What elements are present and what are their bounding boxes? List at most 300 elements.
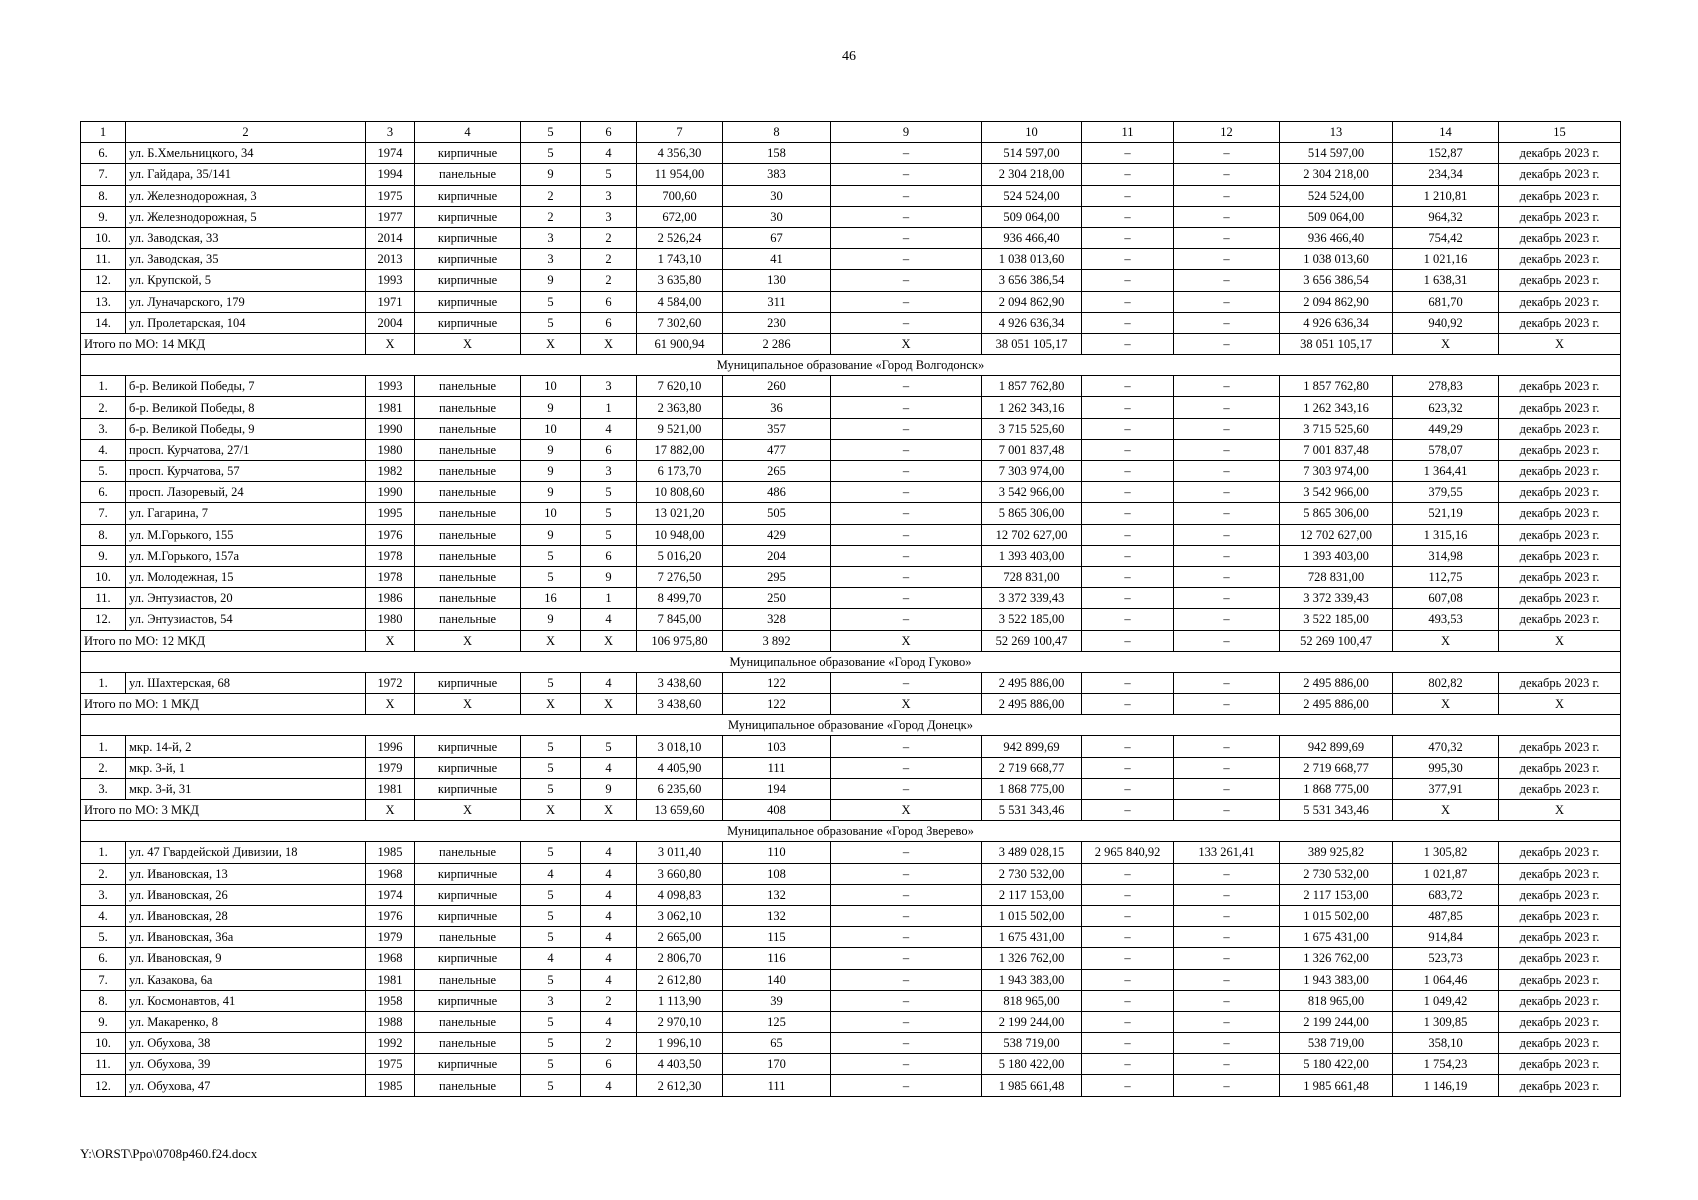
row-number: 2.: [81, 863, 126, 884]
cell-col-5: 9: [521, 482, 581, 503]
cell-col-11: –: [1082, 1075, 1174, 1096]
cell-col-14: 278,83: [1393, 376, 1499, 397]
cell-col-8: 125: [723, 1011, 831, 1032]
row-number: 4.: [81, 439, 126, 460]
section-header-row: [81, 715, 1621, 736]
cell-col-6: 1: [581, 397, 637, 418]
total-cell-col-8: 408: [723, 800, 831, 821]
total-cell-col-15: X: [1499, 630, 1621, 651]
cell-col-11: –: [1082, 482, 1174, 503]
cell-col-7: 3 635,80: [637, 270, 723, 291]
column-header-2: 2: [126, 122, 366, 143]
table-row: [81, 524, 1621, 545]
cell-col-14: 234,34: [1393, 164, 1499, 185]
table-row: [81, 227, 1621, 248]
cell-col-15: декабрь 2023 г.: [1499, 439, 1621, 460]
address-cell: ул. Железнодорожная, 3: [126, 185, 366, 206]
address-cell: б-р. Великой Победы, 9: [126, 418, 366, 439]
cell-col-15: декабрь 2023 г.: [1499, 863, 1621, 884]
cell-col-8: 103: [723, 736, 831, 757]
cell-col-3: 1980: [366, 609, 415, 630]
cell-col-8: 194: [723, 778, 831, 799]
cell-col-5: 5: [521, 672, 581, 693]
row-number: 7.: [81, 503, 126, 524]
total-row: [81, 800, 1621, 821]
cell-col-7: 3 018,10: [637, 736, 723, 757]
cell-col-13: 4 926 636,34: [1280, 312, 1393, 333]
table-row: [81, 439, 1621, 460]
total-cell-col-15: X: [1499, 800, 1621, 821]
cell-col-9: –: [831, 905, 982, 926]
cell-col-13: 942 899,69: [1280, 736, 1393, 757]
address-cell: просп. Курчатова, 27/1: [126, 439, 366, 460]
cell-col-8: 230: [723, 312, 831, 333]
cell-col-10: 2 719 668,77: [982, 757, 1082, 778]
cell-col-13: 3 542 966,00: [1280, 482, 1393, 503]
cell-col-12: –: [1174, 503, 1280, 524]
total-cell-col-7: 61 900,94: [637, 333, 723, 354]
cell-col-4: панельные: [415, 164, 521, 185]
cell-col-14: 1 021,87: [1393, 863, 1499, 884]
cell-col-3: 1981: [366, 778, 415, 799]
cell-col-5: 5: [521, 905, 581, 926]
column-header-14: 14: [1393, 122, 1499, 143]
address-cell: просп. Курчатова, 57: [126, 461, 366, 482]
cell-col-10: 1 868 775,00: [982, 778, 1082, 799]
row-number: 2.: [81, 397, 126, 418]
cell-col-15: декабрь 2023 г.: [1499, 1011, 1621, 1032]
cell-col-5: 5: [521, 842, 581, 863]
row-number: 14.: [81, 312, 126, 333]
cell-col-3: 2004: [366, 312, 415, 333]
cell-col-8: 140: [723, 969, 831, 990]
cell-col-5: 2: [521, 185, 581, 206]
cell-col-10: 3 542 966,00: [982, 482, 1082, 503]
total-cell-col-13: 2 495 886,00: [1280, 694, 1393, 715]
cell-col-3: 1980: [366, 439, 415, 460]
row-number: 10.: [81, 1033, 126, 1054]
cell-col-13: 389 925,82: [1280, 842, 1393, 863]
table-row: [81, 270, 1621, 291]
cell-col-8: 328: [723, 609, 831, 630]
column-header-10: 10: [982, 122, 1082, 143]
cell-col-6: 5: [581, 736, 637, 757]
cell-col-15: декабрь 2023 г.: [1499, 312, 1621, 333]
cell-col-6: 6: [581, 1054, 637, 1075]
cell-col-7: 700,60: [637, 185, 723, 206]
cell-col-6: 3: [581, 461, 637, 482]
cell-col-13: 2 719 668,77: [1280, 757, 1393, 778]
cell-col-3: 1981: [366, 397, 415, 418]
cell-col-9: –: [831, 672, 982, 693]
cell-col-9: –: [831, 397, 982, 418]
cell-col-12: –: [1174, 609, 1280, 630]
cell-col-5: 2: [521, 206, 581, 227]
cell-col-4: панельные: [415, 566, 521, 587]
cell-col-9: –: [831, 270, 982, 291]
cell-col-12: –: [1174, 736, 1280, 757]
cell-col-11: –: [1082, 863, 1174, 884]
table-row: [81, 397, 1621, 418]
column-header-13: 13: [1280, 122, 1393, 143]
cell-col-9: –: [831, 291, 982, 312]
cell-col-7: 2 612,80: [637, 969, 723, 990]
cell-col-5: 4: [521, 863, 581, 884]
cell-col-12: –: [1174, 164, 1280, 185]
cell-col-8: 477: [723, 439, 831, 460]
cell-col-8: 36: [723, 397, 831, 418]
cell-col-15: декабрь 2023 г.: [1499, 588, 1621, 609]
cell-col-15: декабрь 2023 г.: [1499, 672, 1621, 693]
cell-col-7: 3 011,40: [637, 842, 723, 863]
cell-col-15: декабрь 2023 г.: [1499, 249, 1621, 270]
total-cell-col-12: –: [1174, 800, 1280, 821]
cell-col-10: 514 597,00: [982, 143, 1082, 164]
cell-col-4: кирпичные: [415, 863, 521, 884]
cell-col-9: –: [831, 736, 982, 757]
cell-col-11: 2 965 840,92: [1082, 842, 1174, 863]
cell-col-10: 7 303 974,00: [982, 461, 1082, 482]
table-row: [81, 778, 1621, 799]
cell-col-6: 4: [581, 905, 637, 926]
cell-col-11: –: [1082, 461, 1174, 482]
row-number: 1.: [81, 842, 126, 863]
cell-col-8: 486: [723, 482, 831, 503]
cell-col-14: 449,29: [1393, 418, 1499, 439]
cell-col-8: 429: [723, 524, 831, 545]
cell-col-15: декабрь 2023 г.: [1499, 270, 1621, 291]
cell-col-3: 1993: [366, 270, 415, 291]
cell-col-14: 623,32: [1393, 397, 1499, 418]
cell-col-14: 681,70: [1393, 291, 1499, 312]
cell-col-11: –: [1082, 736, 1174, 757]
cell-col-7: 10 808,60: [637, 482, 723, 503]
cell-col-10: 5 865 306,00: [982, 503, 1082, 524]
cell-col-5: 16: [521, 588, 581, 609]
cell-col-14: 914,84: [1393, 927, 1499, 948]
cell-col-3: 1975: [366, 185, 415, 206]
cell-col-11: –: [1082, 905, 1174, 926]
cell-col-14: 1 309,85: [1393, 1011, 1499, 1032]
cell-col-5: 10: [521, 376, 581, 397]
cell-col-6: 9: [581, 778, 637, 799]
cell-col-15: декабрь 2023 г.: [1499, 927, 1621, 948]
cell-col-13: 1 868 775,00: [1280, 778, 1393, 799]
total-label: Итого по МО: 12 МКД: [81, 630, 366, 651]
row-number: 5.: [81, 927, 126, 948]
total-cell-col-14: X: [1393, 800, 1499, 821]
cell-col-4: панельные: [415, 842, 521, 863]
cell-col-15: декабрь 2023 г.: [1499, 376, 1621, 397]
cell-col-13: 7 303 974,00: [1280, 461, 1393, 482]
row-number: 3.: [81, 884, 126, 905]
cell-col-15: декабрь 2023 г.: [1499, 969, 1621, 990]
cell-col-7: 7 620,10: [637, 376, 723, 397]
table-row: [81, 863, 1621, 884]
cell-col-14: 521,19: [1393, 503, 1499, 524]
row-number: 6.: [81, 143, 126, 164]
cell-col-9: –: [831, 948, 982, 969]
column-header-11: 11: [1082, 122, 1174, 143]
cell-col-4: кирпичные: [415, 1054, 521, 1075]
column-header-9: 9: [831, 122, 982, 143]
cell-col-4: панельные: [415, 376, 521, 397]
table-row: [81, 249, 1621, 270]
cell-col-6: 5: [581, 164, 637, 185]
municipality-name: Муниципальное образование «Город Волгодонск»: [81, 355, 1621, 376]
cell-col-7: 3 062,10: [637, 905, 723, 926]
cell-col-10: 2 304 218,00: [982, 164, 1082, 185]
cell-col-7: 672,00: [637, 206, 723, 227]
address-cell: ул. Ивановская, 28: [126, 905, 366, 926]
total-cell-col-5: X: [521, 630, 581, 651]
address-cell: ул. Шахтерская, 68: [126, 672, 366, 693]
municipality-name: Муниципальное образование «Город Зверево»: [81, 821, 1621, 842]
cell-col-14: 379,55: [1393, 482, 1499, 503]
address-cell: ул. Обухова, 39: [126, 1054, 366, 1075]
row-number: 5.: [81, 461, 126, 482]
address-cell: ул. Железнодорожная, 5: [126, 206, 366, 227]
total-label: Итого по МО: 1 МКД: [81, 694, 366, 715]
cell-col-8: 295: [723, 566, 831, 587]
cell-col-11: –: [1082, 757, 1174, 778]
address-cell: б-р. Великой Победы, 8: [126, 397, 366, 418]
cell-col-7: 17 882,00: [637, 439, 723, 460]
cell-col-14: 995,30: [1393, 757, 1499, 778]
total-cell-col-3: X: [366, 800, 415, 821]
cell-col-15: декабрь 2023 г.: [1499, 778, 1621, 799]
cell-col-12: –: [1174, 418, 1280, 439]
total-row: [81, 333, 1621, 354]
cell-col-6: 2: [581, 227, 637, 248]
table-row: [81, 609, 1621, 630]
cell-col-12: –: [1174, 884, 1280, 905]
address-cell: ул. Космонавтов, 41: [126, 990, 366, 1011]
cell-col-8: 130: [723, 270, 831, 291]
cell-col-4: кирпичные: [415, 291, 521, 312]
cell-col-13: 2 730 532,00: [1280, 863, 1393, 884]
cell-col-8: 115: [723, 927, 831, 948]
cell-col-6: 4: [581, 863, 637, 884]
cell-col-6: 5: [581, 524, 637, 545]
cell-col-10: 2 094 862,90: [982, 291, 1082, 312]
cell-col-11: –: [1082, 969, 1174, 990]
row-number: 10.: [81, 566, 126, 587]
cell-col-12: –: [1174, 1033, 1280, 1054]
cell-col-4: панельные: [415, 969, 521, 990]
cell-col-13: 3 522 185,00: [1280, 609, 1393, 630]
cell-col-5: 5: [521, 969, 581, 990]
cell-col-10: 538 719,00: [982, 1033, 1082, 1054]
cell-col-10: 2 199 244,00: [982, 1011, 1082, 1032]
address-cell: ул. Обухова, 47: [126, 1075, 366, 1096]
row-number: 3.: [81, 778, 126, 799]
row-number: 7.: [81, 164, 126, 185]
cell-col-13: 3 656 386,54: [1280, 270, 1393, 291]
cell-col-3: 1974: [366, 143, 415, 164]
total-cell-col-6: X: [581, 333, 637, 354]
cell-col-14: 358,10: [1393, 1033, 1499, 1054]
cell-col-9: –: [831, 418, 982, 439]
cell-col-7: 1 743,10: [637, 249, 723, 270]
cell-col-4: кирпичные: [415, 185, 521, 206]
total-cell-col-9: X: [831, 630, 982, 651]
cell-col-15: декабрь 2023 г.: [1499, 482, 1621, 503]
cell-col-12: –: [1174, 461, 1280, 482]
cell-col-12: –: [1174, 1075, 1280, 1096]
cell-col-14: 1 315,16: [1393, 524, 1499, 545]
total-cell-col-13: 52 269 100,47: [1280, 630, 1393, 651]
cell-col-14: 1 049,42: [1393, 990, 1499, 1011]
address-cell: ул. Макаренко, 8: [126, 1011, 366, 1032]
cell-col-13: 2 117 153,00: [1280, 884, 1393, 905]
cell-col-10: 1 262 343,16: [982, 397, 1082, 418]
cell-col-15: декабрь 2023 г.: [1499, 397, 1621, 418]
address-cell: ул. Луначарского, 179: [126, 291, 366, 312]
cell-col-7: 9 521,00: [637, 418, 723, 439]
cell-col-6: 5: [581, 503, 637, 524]
cell-col-10: 1 326 762,00: [982, 948, 1082, 969]
row-number: 11.: [81, 1054, 126, 1075]
cell-col-15: декабрь 2023 г.: [1499, 990, 1621, 1011]
total-cell-col-10: 2 495 886,00: [982, 694, 1082, 715]
total-cell-col-12: –: [1174, 333, 1280, 354]
cell-col-4: кирпичные: [415, 672, 521, 693]
cell-col-14: 1 638,31: [1393, 270, 1499, 291]
cell-col-4: кирпичные: [415, 757, 521, 778]
cell-col-12: –: [1174, 757, 1280, 778]
cell-col-14: 1 305,82: [1393, 842, 1499, 863]
cell-col-9: –: [831, 312, 982, 333]
cell-col-6: 6: [581, 312, 637, 333]
total-cell-col-12: –: [1174, 694, 1280, 715]
cell-col-6: 5: [581, 482, 637, 503]
cell-col-8: 108: [723, 863, 831, 884]
cell-col-15: декабрь 2023 г.: [1499, 227, 1621, 248]
cell-col-9: –: [831, 863, 982, 884]
cell-col-3: 1978: [366, 566, 415, 587]
cell-col-7: 4 584,00: [637, 291, 723, 312]
cell-col-13: 2 495 886,00: [1280, 672, 1393, 693]
cell-col-7: 6 235,60: [637, 778, 723, 799]
cell-col-9: –: [831, 461, 982, 482]
cell-col-3: 1979: [366, 757, 415, 778]
cell-col-13: 1 038 013,60: [1280, 249, 1393, 270]
cell-col-7: 7 276,50: [637, 566, 723, 587]
total-cell-col-10: 52 269 100,47: [982, 630, 1082, 651]
cell-col-8: 30: [723, 185, 831, 206]
address-cell: мкр. 14-й, 2: [126, 736, 366, 757]
table-row: [81, 1054, 1621, 1075]
cell-col-3: 1975: [366, 1054, 415, 1075]
table-row: [81, 842, 1621, 863]
cell-col-8: 111: [723, 1075, 831, 1096]
cell-col-5: 5: [521, 545, 581, 566]
cell-col-12: –: [1174, 312, 1280, 333]
cell-col-3: 1976: [366, 905, 415, 926]
cell-col-9: –: [831, 927, 982, 948]
cell-col-14: 1 364,41: [1393, 461, 1499, 482]
cell-col-8: 311: [723, 291, 831, 312]
table-row: [81, 206, 1621, 227]
cell-col-5: 9: [521, 397, 581, 418]
cell-col-6: 2: [581, 1033, 637, 1054]
cell-col-12: –: [1174, 566, 1280, 587]
cell-col-13: 12 702 627,00: [1280, 524, 1393, 545]
address-cell: ул. Молодежная, 15: [126, 566, 366, 587]
cell-col-4: кирпичные: [415, 249, 521, 270]
cell-col-4: панельные: [415, 418, 521, 439]
cell-col-14: 940,92: [1393, 312, 1499, 333]
table-row: [81, 418, 1621, 439]
cell-col-9: –: [831, 778, 982, 799]
cell-col-14: 1 754,23: [1393, 1054, 1499, 1075]
total-cell-col-10: 38 051 105,17: [982, 333, 1082, 354]
total-cell-col-15: X: [1499, 694, 1621, 715]
cell-col-3: 1990: [366, 482, 415, 503]
cell-col-9: –: [831, 143, 982, 164]
cell-col-7: 2 665,00: [637, 927, 723, 948]
cell-col-9: –: [831, 206, 982, 227]
cell-col-5: 9: [521, 609, 581, 630]
cell-col-6: 4: [581, 969, 637, 990]
row-number: 6.: [81, 482, 126, 503]
address-cell: ул. Ивановская, 26: [126, 884, 366, 905]
cell-col-14: 683,72: [1393, 884, 1499, 905]
cell-col-9: –: [831, 249, 982, 270]
cell-col-10: 509 064,00: [982, 206, 1082, 227]
row-number: 10.: [81, 227, 126, 248]
table-body: [81, 122, 1621, 1097]
cell-col-12: –: [1174, 482, 1280, 503]
cell-col-10: 942 899,69: [982, 736, 1082, 757]
table-row: [81, 927, 1621, 948]
address-cell: б-р. Великой Победы, 7: [126, 376, 366, 397]
cell-col-14: 802,82: [1393, 672, 1499, 693]
cell-col-6: 4: [581, 672, 637, 693]
cell-col-13: 1 393 403,00: [1280, 545, 1393, 566]
cell-col-8: 158: [723, 143, 831, 164]
cell-col-4: кирпичные: [415, 778, 521, 799]
cell-col-6: 4: [581, 948, 637, 969]
cell-col-9: –: [831, 1011, 982, 1032]
cell-col-3: 1968: [366, 948, 415, 969]
cell-col-5: 5: [521, 143, 581, 164]
address-cell: ул. Энтузиастов, 20: [126, 588, 366, 609]
row-number: 1.: [81, 672, 126, 693]
cell-col-5: 5: [521, 1075, 581, 1096]
cell-col-5: 5: [521, 927, 581, 948]
cell-col-12: –: [1174, 227, 1280, 248]
cell-col-10: 4 926 636,34: [982, 312, 1082, 333]
row-number: 9.: [81, 206, 126, 227]
cell-col-12: –: [1174, 588, 1280, 609]
total-cell-col-4: X: [415, 333, 521, 354]
cell-col-9: –: [831, 545, 982, 566]
cell-col-9: –: [831, 1054, 982, 1075]
cell-col-3: 1976: [366, 524, 415, 545]
table-row: [81, 736, 1621, 757]
table-header-row: [81, 122, 1621, 143]
table-row: [81, 948, 1621, 969]
cell-col-6: 6: [581, 291, 637, 312]
cell-col-7: 2 363,80: [637, 397, 723, 418]
address-cell: ул. Заводская, 35: [126, 249, 366, 270]
cell-col-12: –: [1174, 969, 1280, 990]
cell-col-12: –: [1174, 291, 1280, 312]
cell-col-13: 5 865 306,00: [1280, 503, 1393, 524]
cell-col-6: 4: [581, 418, 637, 439]
